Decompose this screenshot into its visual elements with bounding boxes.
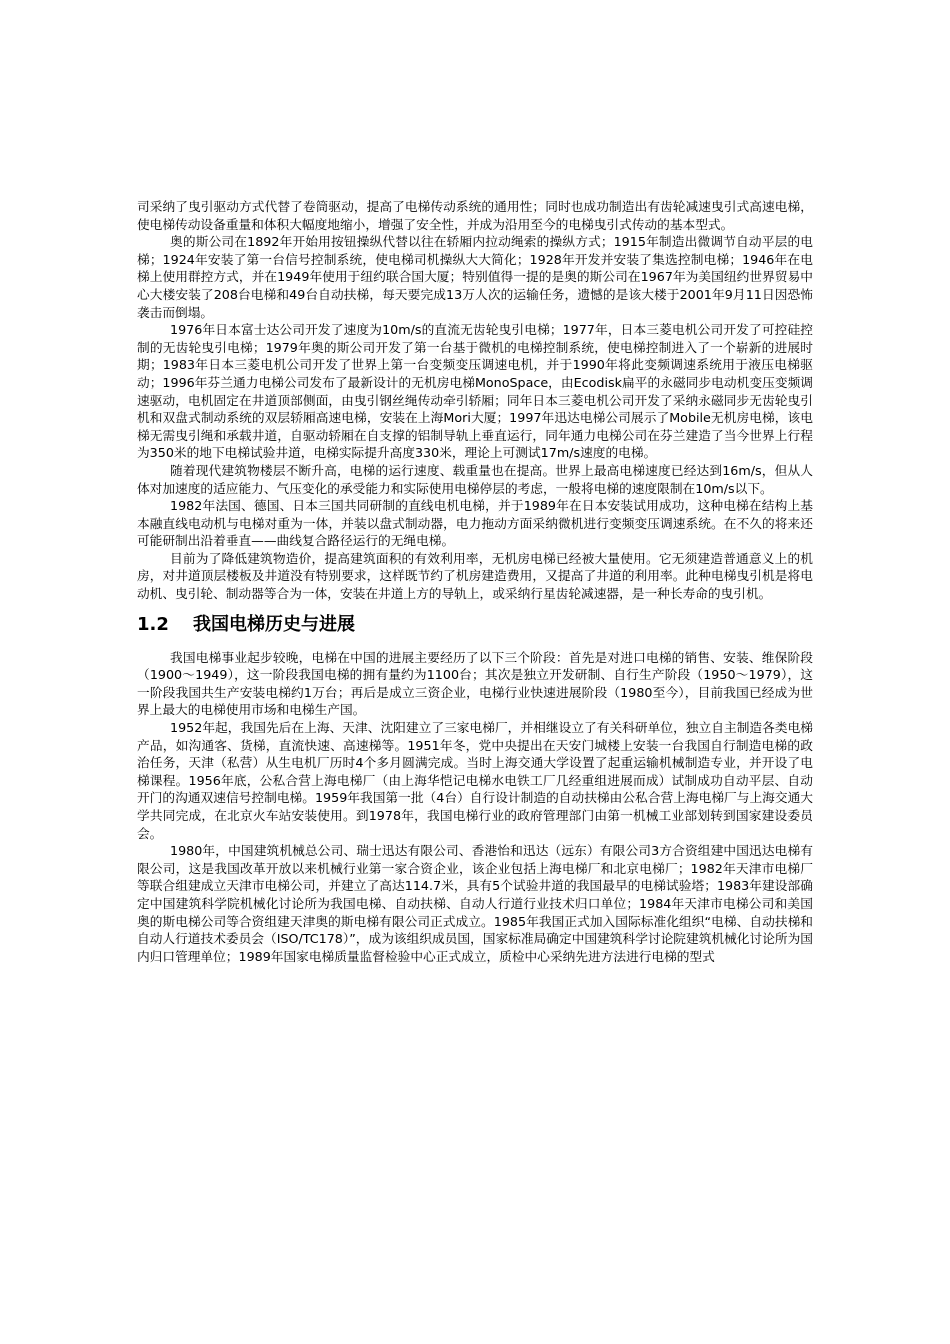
paragraph-otis-history: 奥的斯公司在1892年开始用按钮操纵代替以往在轿厢内拉动绳索的操纵方式；1915年制造出微调节自动平层的电梯；1924年安装了第一台信号控制系统，使电梯司机操纵大大简化；1928年开发并安装了集选控制电梯；1946年在电梯上使用群控方式，并在1949年使用于纽约联合国大厦；特别值得一提的是奥的斯公司在1967年为美国纽约世界贸易中心大楼安装了208台电梯和49台自动扶梯，每天要完成13万人次的运输任务，遗憾的是该大楼于2001年9月11日因恐怖袭击而倒塌。 — [137, 234, 813, 320]
section-number: 1.2 — [137, 613, 169, 635]
section-heading — [137, 613, 813, 637]
paragraph-china-1952: 1952年起，我国先后在上海、天津、沈阳建立了三家电梯厂，并相继设立了有关科研单位，独立自主制造各类电梯产品，如沟通客、货梯，直流快速、高速梯等。1951年冬，党中央提出在天安门城楼上安装一台我国自行制造电梯的政治任务，天津（私营）从生电机厂历时4个多月圆满完成。当时上海交通大学设置了起重运输机械制造专业，并开设了电梯课程。1956年底，公私合营上海电梯厂（由上海华恺记电梯水电铁工厂几经重组进展而成）试制成功自动平层、自动开门的沟通双速信号控制电梯。1959年我国第一批（4台）自行设计制造的自动扶梯由公私合营上海电梯厂与上海交通大学共同完成，在北京火车站安装使用。到1978年，我国电梯行业的政府管理部门由第一机械工业部划转到国家建设委员会。 — [137, 720, 813, 841]
paragraph-machine-room-less: 目前为了降低建筑物造价，提高建筑面积的有效利用率，无机房电梯已经被大量使用。它无须建造普通意义上的机房，对井道顶层楼板及井道没有特别要求，这样既节约了机房建造费用，又提高了井道的利用率。此种电梯曳引机是将电动机、曳引轮、制动器等合为一体，安装在井道上方的导轨上，或采纳行星齿轮减速器，是一种长寿命的曳引机。 — [137, 550, 813, 602]
paragraph-speed-limit: 随着现代建筑物楼层不断升高，电梯的运行速度、载重量也在提高。世界上最高电梯速度已经达到16m/s，但从人体对加速度的适应能力、气压变化的承受能力和实际使用电梯停层的考虑，一般将电梯的速度限制在10m/s以下。 — [137, 462, 813, 496]
paragraph-china-stages: 我国电梯事业起步较晚，电梯在中国的进展主要经历了以下三个阶段：首先是对进口电梯的销售、安装、维保阶段（1900～1949），这一阶段我国电梯的拥有量约为1100台；其次是独立开发研制、自行生产阶段（1950～1979），这一阶段我国共生产安装电梯约1万台；再后是成立三资企业，电梯行业快速进展阶段（1980至今），目前我国已经成为世界上最大的电梯使用市场和电梯生产国。 — [137, 649, 813, 718]
section-title: 我国电梯历史与进展 — [193, 613, 355, 635]
paragraph-linear-motor-elevator: 1982年法国、德国、日本三国共同研制的直线电机电梯，并于1989年在日本安装试用成功，这种电梯在结构上基本融直线电动机与电梯对重为一体，并装以盘式制动器，电力拖动方面采纳微机进行变频变压调速系统。在不久的将来还可能研制出沿着垂直——曲线复合路径运行的无绳电梯。 — [137, 498, 813, 549]
document-page — [137, 198, 813, 965]
paragraph-continuation: 司采纳了曳引驱动方式代替了卷筒驱动，提高了电梯传动系统的通用性；同时也成功制造出有齿轮减速曳引式高速电梯，使电梯传动设备重量和体积大幅度地缩小，增强了安全性，并成为沿用至今的电梯曳引式传动的基本型式。 — [137, 199, 813, 232]
paragraph-technology-development: 1976年日本富士达公司开发了速度为10m/s的直流无齿轮曳引电梯；1977年，日本三菱电机公司开发了可控硅控制的无齿轮曳引电梯；1979年奥的斯公司开发了第一台基于微机的电梯控制系统，使电梯控制进入了一个崭新的进展时期；1983年日本三菱电机公司开发了世界上第一台变频变压调速电机，并于1990年将此变频调速系统用于液压电梯驱动；1996年芬兰通力电梯公司发布了最新设计的无机房电梯MonoSpace，由Ecodisk扁平的永磁同步电动机变压变频调速驱动，电机固定在井道顶部侧面，由曳引钢丝绳传动牵引轿厢；同年日本三菱电机公司开发了采纳永磁同步无齿轮曳引机和双盘式制动系统的双层轿厢高速电梯，安装在上海Mori大厦；1997年迅达电梯公司展示了Mobile无机房电梯，该电梯无需曳引绳和承载井道，自驱动轿厢在自支撑的铝制导轨上垂直运行，同年通力电梯公司在芬兰建造了当今世界上行程为350米的地下电梯试验井道，电梯实际提升高度330米，理论上可测试17m/s速度的电梯。 — [137, 322, 813, 461]
paragraph-china-1980: 1980年，中国建筑机械总公司、瑞士迅达有限公司、香港怡和迅达（远东）有限公司3方合资组建中国迅达电梯有限公司，这是我国改革开放以来机械行业第一家合资企业，该企业包括上海电梯厂和北京电梯厂；1982年天津市电梯厂等联合组建成立天津市电梯公司，并建立了高达114.7米，具有5个试验井道的我国最早的电梯试验塔；1983年建设部确定中国建筑科学院机械化讨论所为我国电梯、自动扶梯、自动人行道行业技术归口单位；1984年天津市电梯公司和美国奥的斯电梯公司等合资组建天津奥的斯电梯有限公司正式成立。1985年我国正式加入国际标准化组织“电梯、自动扶梯和自动人行道技术委员会（ISO/TC178）”，成为该组织成员国，国家标准局确定中国建筑科学讨论院建筑机械化讨论所为国内归口管理单位；1989年国家电梯质量监督检验中心正式成立，质检中心采纳先进方法进行电梯的型式 — [137, 843, 813, 964]
